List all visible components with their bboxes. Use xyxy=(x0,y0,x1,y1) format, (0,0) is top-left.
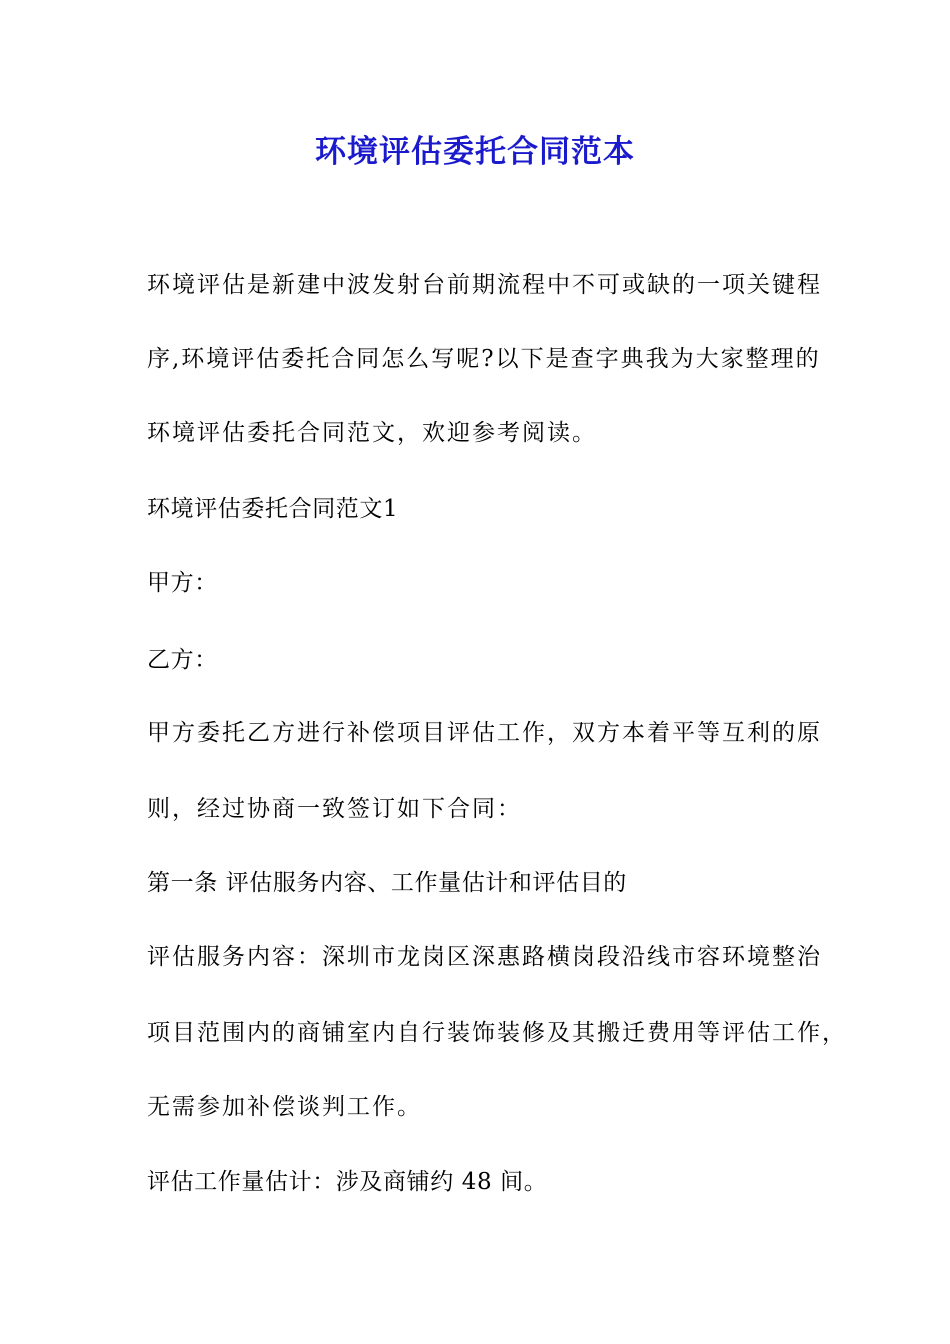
paragraph-line: 环境评估是新建中波发射台前期流程中不可或缺的一项关键程 xyxy=(147,272,822,298)
paragraph-line: 无需参加补偿谈判工作。 xyxy=(147,1094,422,1120)
paragraph-line: 则，经过协商一致签订如下合同： xyxy=(147,796,522,822)
paragraph-line: 环境评估委托合同范文，欢迎参考阅读。 xyxy=(147,420,597,446)
document-title: 环境评估委托合同范本 xyxy=(315,134,635,170)
party-a-label: 甲方： xyxy=(147,570,218,596)
article-heading: 第一条 评估服务内容、工作量估计和评估目的 xyxy=(147,870,627,896)
paragraph-line: 评估服务内容：深圳市龙岗区深惠路横岗段沿线市容环境整治 xyxy=(147,944,822,970)
paragraph-line: 甲方委托乙方进行补偿项目评估工作，双方本着平等互利的原 xyxy=(147,720,822,746)
paragraph-line: 序,环境评估委托合同怎么写呢?以下是查字典我为大家整理的 xyxy=(147,346,821,372)
paragraph-line: 评估工作量估计：涉及商铺约 48 间。 xyxy=(147,1169,548,1195)
paragraph-line: 项目范围内的商铺室内自行装饰装修及其搬迁费用等评估工作， xyxy=(147,1020,847,1046)
party-b-label: 乙方： xyxy=(147,647,218,673)
section-heading: 环境评估委托合同范文1 xyxy=(147,496,399,522)
